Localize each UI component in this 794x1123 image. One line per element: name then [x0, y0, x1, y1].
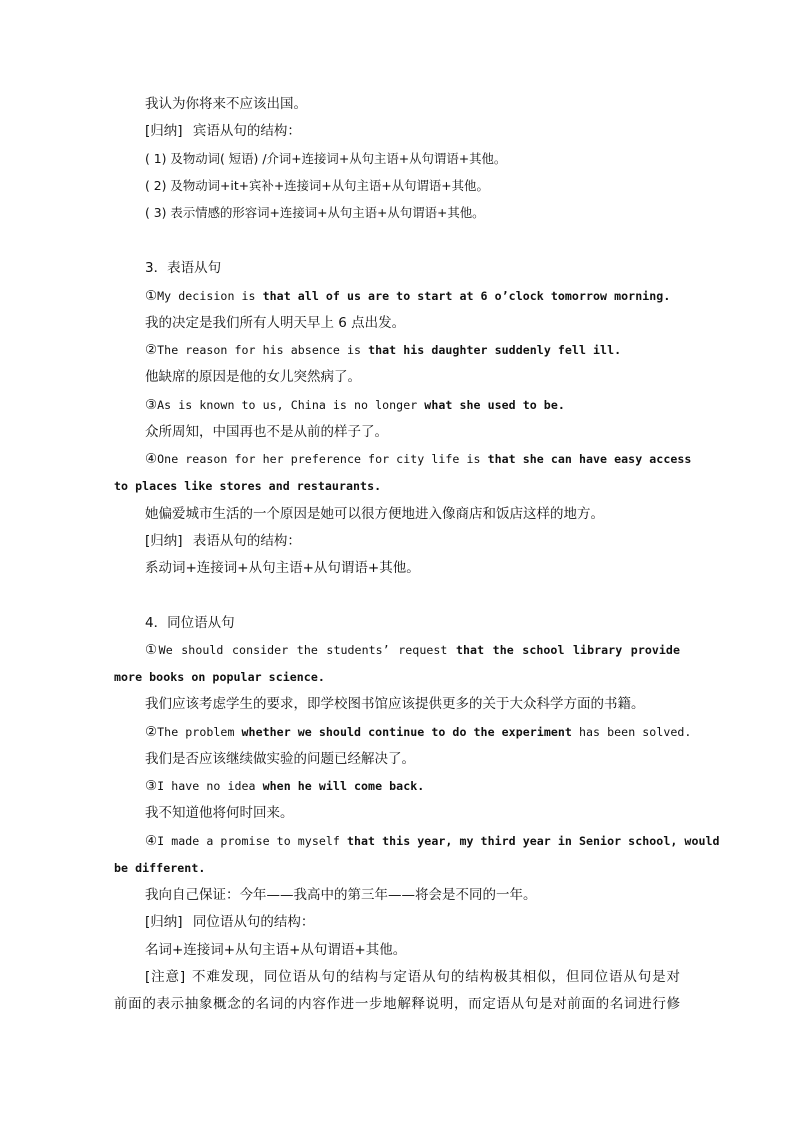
objclause-item-3: ( 3) 表示情感的形容词+连接词+从句主语+从句谓语+其他。	[145, 205, 485, 220]
predicative-example-4-continued	[114, 477, 381, 495]
example-bold-clause: that she can have easy access	[487, 452, 692, 466]
example-text: The problem	[157, 725, 242, 739]
appositive-example-4-continued	[114, 859, 205, 877]
example-number: ③	[145, 397, 158, 413]
objclause-translation: 我认为你将来不应该出国。	[145, 96, 307, 112]
note-tag: [注意]	[145, 969, 186, 985]
predicative-example-3-translation: 众所周知，中国再也不是从前的样子了。	[145, 424, 388, 440]
example-text: The reason for his absence is	[157, 343, 369, 357]
example-number: ①	[145, 288, 158, 304]
example-bold-clause: that the school library provide	[456, 643, 680, 657]
predicative-heading: 3．表语从句	[145, 260, 222, 276]
example-number: ②	[145, 724, 158, 740]
example-number: ②	[145, 342, 158, 358]
summary-tag: [归纳]	[145, 914, 183, 930]
appositive-note-line-1	[145, 968, 680, 986]
predicative-summary	[145, 532, 301, 550]
appositive-example-4-translation: 我向自己保证：今年——我高中的第三年——将会是不同的一年。	[145, 887, 537, 903]
example-text: We should consider the students’ request	[158, 643, 456, 657]
example-text: As is known to us, China is no longer	[157, 398, 425, 412]
summary-tag: [归纳]	[145, 533, 183, 549]
appositive-heading: 4．同位语从句	[145, 615, 235, 631]
predicative-structure: 系动词+连接词+从句主语+从句谓语+其他。	[145, 560, 420, 576]
example-text: My decision is	[157, 289, 263, 303]
appositive-summary	[145, 913, 314, 931]
example-bold-clause: that all of us are to start at 6 o’clock tomorrow morning.	[262, 289, 671, 303]
example-number: ③	[145, 778, 158, 794]
summary-title: 同位语从句的结构：	[192, 914, 315, 930]
example-number: ④	[145, 833, 158, 849]
appositive-example-1-translation: 我们应该考虑学生的要求，即学校图书馆应该提供更多的关于大众科学方面的书籍。	[145, 696, 645, 712]
example-bold-clause: be different.	[114, 861, 206, 875]
example-text: has been solved.	[571, 725, 692, 739]
appositive-example-3	[145, 777, 424, 795]
example-bold-clause: what she used to be.	[424, 398, 565, 412]
example-number: ④	[145, 451, 158, 467]
summary-title: 宾语从句的结构：	[192, 123, 301, 139]
summary-title: 表语从句的结构：	[192, 533, 301, 549]
example-bold-clause: when he will come back.	[262, 779, 425, 793]
example-bold-clause: whether we should continue to do the experiment	[241, 725, 572, 739]
example-bold-clause: that his daughter suddenly fell ill.	[368, 343, 622, 357]
example-bold-clause: that this year, my third year in Senior school, would	[346, 834, 720, 848]
appositive-example-4	[145, 832, 720, 850]
predicative-example-4-translation: 她偏爱城市生活的一个原因是她可以很方便地进入像商店和饭店这样的地方。	[145, 506, 604, 522]
summary-tag: [归纳]	[145, 123, 183, 139]
appositive-example-1	[145, 641, 680, 659]
example-text: I have no idea	[157, 779, 263, 793]
example-text: One reason for her preference for city life is	[157, 452, 488, 466]
appositive-example-3-translation: 我不知道他将何时回来。	[145, 805, 294, 821]
objclause-item-2: ( 2) 及物动词+it+宾补+连接词+从句主语+从句谓语+其他。	[145, 178, 489, 193]
appositive-example-1-continued	[114, 668, 325, 686]
example-bold-clause: to places like stores and restaurants.	[114, 479, 382, 493]
predicative-example-1-translation: 我的决定是我们所有人明天早上 6 点出发。	[145, 315, 406, 331]
note-text: 不难发现，同位语从句的结构与定语从句的结构极其相似，但同位语从句是对	[191, 969, 680, 985]
predicative-example-4	[145, 450, 692, 468]
example-number: ①	[145, 642, 159, 658]
example-bold-clause: more books on popular science.	[114, 670, 325, 684]
appositive-note-line-2: 前面的表示抽象概念的名词的内容作进一步地解释说明，而定语从句是对前面的名词进行修	[114, 996, 680, 1012]
predicative-example-1	[145, 287, 670, 305]
predicative-example-3	[145, 396, 565, 414]
appositive-example-2	[145, 723, 691, 741]
predicative-example-2-translation: 他缺席的原因是他的女儿突然病了。	[145, 369, 361, 385]
objclause-item-1: ( 1) 及物动词( 短语) /介词+连接词+从句主语+从句谓语+其他。	[145, 151, 507, 166]
appositive-example-2-translation: 我们是否应该继续做实验的问题已经解决了。	[145, 751, 415, 767]
example-text: I made a promise to myself	[157, 834, 347, 848]
objclause-summary	[145, 122, 301, 140]
predicative-example-2	[145, 341, 621, 359]
appositive-structure: 名词+连接词+从句主语+从句谓语+其他。	[145, 942, 407, 958]
